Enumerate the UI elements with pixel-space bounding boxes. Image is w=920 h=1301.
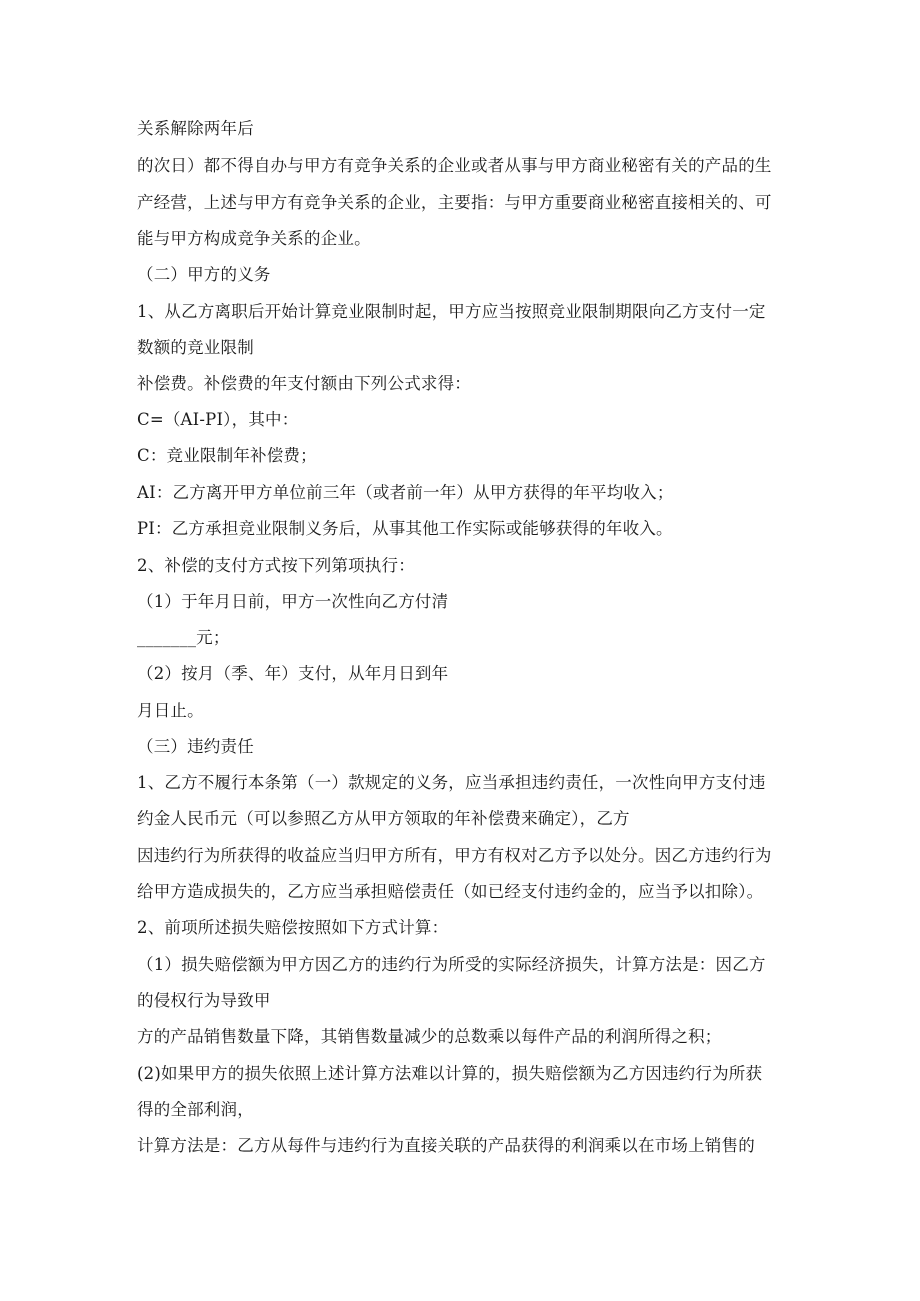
text-line: 产经营，上述与甲方有竞争关系的企业，主要指：与甲方重要商业秘密直接相关的、可 bbox=[137, 193, 772, 212]
text-line: 2、补偿的支付方式按下列第项执行： bbox=[137, 556, 415, 575]
text-line: 因违约行为所获得的收益应当归甲方所有，甲方有权对乙方予以处分。因乙方违约行为 bbox=[137, 846, 772, 865]
formula-line: C=（AI-PI），其中： bbox=[137, 410, 299, 429]
text-line: C：竞业限制年补偿费； bbox=[137, 446, 317, 465]
text-line: 1、从乙方离职后开始计算竞业限制时起，甲方应当按照竞业限制期限向乙方支付一定 bbox=[137, 302, 766, 321]
section-heading: （二）甲方的义务 bbox=[137, 265, 271, 284]
text-line: （1）损失赔偿额为甲方因乙方的违约行为所受的实际经济损失，计算方法是：因乙方 bbox=[137, 955, 766, 974]
text-line: 给甲方造成损失的，乙方应当承担赔偿责任（如已经支付违约金的，应当予以扣除）。 bbox=[137, 882, 764, 901]
text-line: 数额的竞业限制 bbox=[137, 338, 254, 357]
text-line: 的侵权行为导致甲 bbox=[137, 991, 271, 1010]
text-line: (2)如果甲方的损失依照上述计算方法难以计算的，损失赔偿额为乙方因违约行为所获 bbox=[137, 1064, 763, 1083]
text-line: 月日止。 bbox=[137, 701, 204, 720]
text-line: 1、乙方不履行本条第（一）款规定的义务，应当承担违约责任，一次性向甲方支付违 bbox=[137, 773, 766, 792]
text-line: AI：乙方离开甲方单位前三年（或者前一年）从甲方获得的年平均收入； bbox=[137, 483, 674, 502]
text-line: 2、前项所述损失赔偿按照如下方式计算： bbox=[137, 918, 449, 937]
text-line: 补偿费。补偿费的年支付额由下列公式求得： bbox=[137, 374, 471, 393]
text-line: （2）按月（季、年）支付，从年月日到年 bbox=[137, 664, 449, 683]
text-line: PI：乙方承担竞业限制义务后，从事其他工作实际或能够获得的年收入。 bbox=[137, 519, 673, 538]
text-line: 计算方法是：乙方从每件与违约行为直接关联的产品获得的利润乘以在市场上销售的 bbox=[137, 1136, 755, 1155]
text-line: （1）于年月日前，甲方一次性向乙方付清 bbox=[137, 592, 449, 611]
text-line: 的次日）都不得自办与甲方有竞争关系的企业或者从事与甲方商业秘密有关的产品的生 bbox=[137, 156, 772, 175]
text-line: 能与甲方构成竞争关系的企业。 bbox=[137, 229, 371, 248]
text-line: 约金人民币元（可以参照乙方从甲方领取的年补偿费来确定），乙方 bbox=[137, 809, 630, 828]
text-line: 得的全部利润， bbox=[137, 1100, 254, 1119]
blank-amount-line: _______元； bbox=[137, 628, 230, 647]
text-line: 关系解除两年后 bbox=[137, 119, 254, 138]
section-heading: （三）违约责任 bbox=[137, 737, 254, 756]
text-line: 方的产品销售数量下降，其销售数量减少的总数乘以每件产品的利润所得之积； bbox=[137, 1027, 722, 1046]
